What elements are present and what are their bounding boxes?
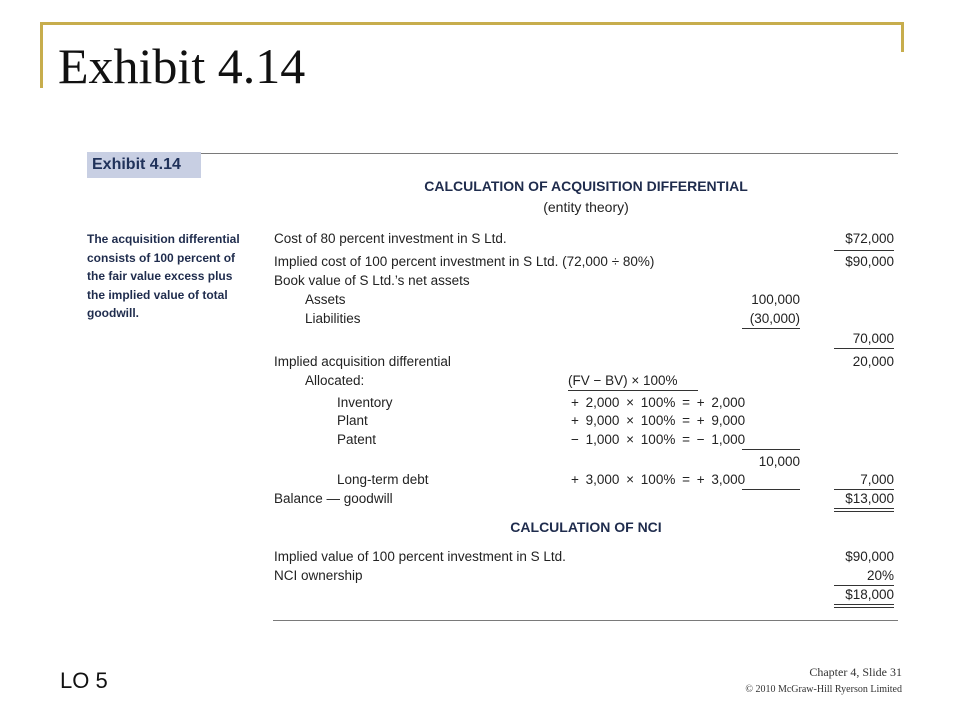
cost-amount: $72,000 <box>845 231 894 246</box>
frame-left-rule <box>40 22 43 88</box>
nci-ownership-underline <box>834 585 894 586</box>
liabilities-label: Liabilities <box>305 311 361 326</box>
goodwill-amount: $13,000 <box>845 491 894 506</box>
subtotal-amount: 10,000 <box>758 454 800 469</box>
patent-underline <box>742 449 800 450</box>
ltd-calc: + 3,000 × 100% = + 3,000 <box>571 472 746 487</box>
exhibit-label: Exhibit 4.14 <box>87 152 201 178</box>
goodwill-double-underline-2 <box>834 511 894 512</box>
ltd-amount: 7,000 <box>860 472 894 487</box>
exhibit-top-rule <box>201 153 898 154</box>
heading-nci: CALCULATION OF NCI <box>510 519 662 535</box>
learning-objective-label: LO 5 <box>60 668 108 693</box>
patent-calc: − 1,000 × 100% = − 1,000 <box>571 432 746 447</box>
nci-ownership-label: NCI ownership <box>274 568 363 583</box>
plant-calc: + 9,000 × 100% = + 9,000 <box>571 413 746 428</box>
patent-label: Patent <box>337 432 377 447</box>
inventory-calc: + 2,000 × 100% = + 2,000 <box>571 395 746 410</box>
goodwill-double-underline-1 <box>834 508 894 509</box>
goodwill-label: Balance — goodwill <box>274 491 393 506</box>
formula-header: (FV − BV) × 100% <box>568 373 678 388</box>
implied-label: Implied cost of 100 percent investment in S Ltd. (72,000 ÷ 80%) <box>274 254 655 269</box>
subheading-entity-theory: (entity theory) <box>543 199 629 215</box>
net-assets-underline <box>834 348 894 349</box>
liabilities-amount: (30,000) <box>749 311 800 326</box>
iad-label: Implied acquisition differential <box>274 354 451 369</box>
allocated-label: Allocated: <box>305 373 365 388</box>
ltd-label: Long-term debt <box>337 472 429 487</box>
frame-right-rule <box>901 22 904 52</box>
inventory-label: Inventory <box>337 395 393 410</box>
plant-label: Plant <box>337 413 368 428</box>
assets-label: Assets <box>305 292 346 307</box>
nci-ownership-amount: 20% <box>866 568 894 583</box>
ltd-underline <box>742 489 800 490</box>
iad-amount: 20,000 <box>852 354 894 369</box>
net-assets-amount: 70,000 <box>852 331 894 346</box>
implied-amount: $90,000 <box>845 254 894 269</box>
slide-title: Exhibit 4.14 <box>58 38 306 94</box>
chapter-slide-label: Chapter 4, Slide 31 <box>809 665 902 679</box>
exhibit-bottom-rule <box>273 620 898 621</box>
copyright-label: © 2010 McGraw-Hill Ryerson Limited <box>745 684 902 695</box>
frame-top-rule <box>40 22 904 25</box>
liabilities-underline <box>742 328 800 329</box>
nci-total-amount: $18,000 <box>845 587 894 602</box>
formula-header-underline <box>568 390 698 391</box>
cost-label: Cost of 80 percent investment in S Ltd. <box>274 231 507 246</box>
cost-underline <box>834 250 894 251</box>
nci-total-double-underline-1 <box>834 604 894 605</box>
heading-acquisition-differential: CALCULATION OF ACQUISITION DIFFERENTIAL <box>424 178 748 194</box>
nci-total-double-underline-2 <box>834 607 894 608</box>
assets-amount: 100,000 <box>751 292 800 307</box>
ltd-amount-underline <box>834 489 894 490</box>
exhibit-sidebar-note: The acquisition differential consists of 100 percent of the fair value excess plus the implied value of total goodwill. <box>87 232 240 320</box>
nci-implied-amount: $90,000 <box>845 549 894 564</box>
book-value-label: Book value of S Ltd.’s net assets <box>274 273 470 288</box>
nci-implied-label: Implied value of 100 percent investment in S Ltd. <box>274 549 566 564</box>
